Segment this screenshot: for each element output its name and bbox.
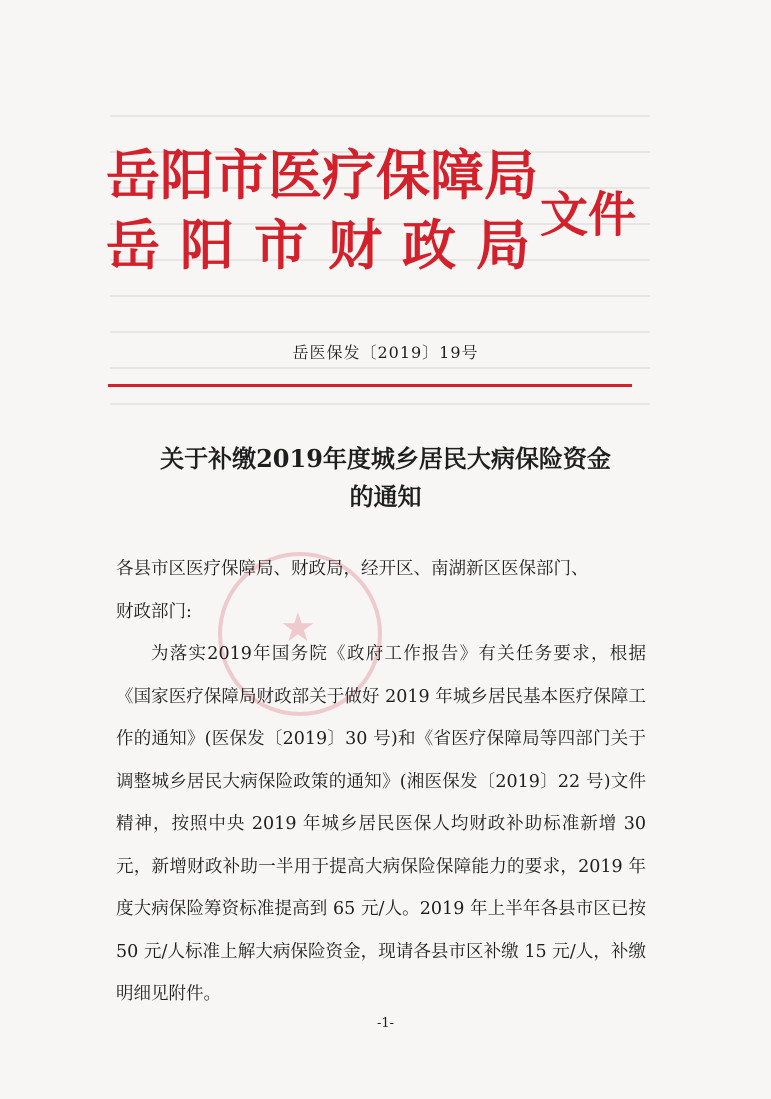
document-body: [116, 548, 646, 1016]
body-paragraph: 为落实2019年国务院《政府工作报告》有关任务要求，根据《国家医疗保障局财政部关于做好 2019 年城乡居民基本医疗保障工作的通知》(医保发〔2019〕30 号)和《省医疗保障局等四部门关于调整城乡居民大病保险政策的通知》(湘医保发〔2019〕22 号)文件精神，按照中央 2019 年城乡居民医保人均财政补助标准新增 30 元，新增财政补助一半用于提高大病保险保障能力的要求，2019 年度大病保险筹资标准提高到 65 元/人。2019 年上半年各县市区已按 50 元/人标准上解大病保险资金，现请各县市区补缴 15 元/人，补缴明细见附件。: [116, 644, 646, 1004]
addressee-line-2: 财政部门:: [116, 601, 192, 622]
title-line-2: 的通知: [349, 482, 422, 511]
title-line-1: 关于补缴2019年度城乡居民大病保险资金: [160, 444, 611, 473]
addressee-line-1: 各县市区医疗保障局、财政局，经开区、南湖新区医保部门、: [116, 559, 589, 579]
seal-star-icon: ★: [280, 605, 316, 651]
issuer-block: [106, 140, 550, 280]
document-title: [60, 440, 711, 516]
issuer-healthcare-security-bureau: 岳阳市医疗保障局: [106, 143, 538, 207]
document-number: 岳医保发〔2019〕19号: [292, 343, 479, 362]
red-divider-line: [108, 384, 632, 387]
page-number: -1-: [376, 1016, 395, 1031]
document-type-label: 文件: [540, 187, 637, 243]
issuer-finance-bureau: 岳阳市财政局: [106, 213, 550, 277]
